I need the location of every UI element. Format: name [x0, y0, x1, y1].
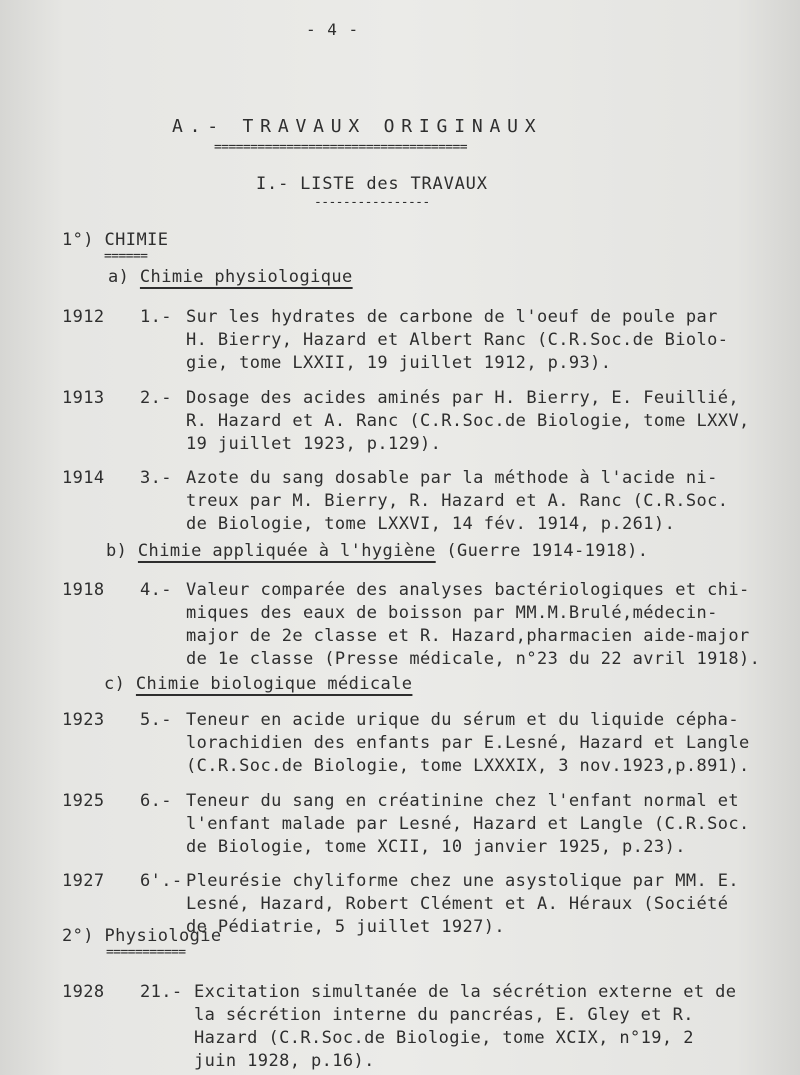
- entry-line: de 1e classe (Presse médicale, n°23 du 22 avril 1918).: [186, 649, 761, 669]
- entry-line: de Pédiatrie, 5 juillet 1927).: [186, 917, 506, 937]
- subsection-b-marker: b): [106, 541, 128, 561]
- entry-year: 1925: [62, 791, 105, 811]
- subsection-c: [104, 672, 412, 697]
- entry-line: l'enfant malade par Lesné, Hazard et Langle (C.R.Soc.: [186, 814, 750, 834]
- entry-line: R. Hazard et A. Ranc (C.R.Soc.de Biologie, tome LXXV,: [186, 411, 750, 431]
- entry-number: 21.-: [140, 982, 183, 1002]
- entry-line: Dosage des acides aminés par H. Bierry, E. Feuillié,: [186, 388, 740, 408]
- entry-line: (C.R.Soc.de Biologie, tome LXXXIX, 3 nov.1923,p.891).: [186, 756, 750, 776]
- entry-number: 6.-: [140, 791, 172, 811]
- entry-line: Hazard (C.R.Soc.de Biologie, tome XCIX, n°19, 2: [194, 1028, 694, 1048]
- entry-line: juin 1928, p.16).: [194, 1051, 375, 1071]
- entry-year: 1912: [62, 307, 105, 327]
- entry-year: 1928: [62, 982, 105, 1002]
- section-physiologie-rule: ===========: [106, 946, 186, 960]
- entry-line: Azote du sang dosable par la méthode à l'acide ni-: [186, 468, 718, 488]
- entry-line: Teneur en acide urique du sérum et du liquide cépha-: [186, 710, 740, 730]
- section-chimie-rule: ======: [104, 250, 148, 264]
- entry-line: miques des eaux de boisson par MM.M.Brulé,médecin-: [186, 603, 718, 623]
- entry-line: Pleurésie chyliforme chez une asystolique par MM. E.: [186, 871, 740, 891]
- sub-heading: I.- LISTE des TRAVAUX: [256, 174, 488, 194]
- entry-year: 1923: [62, 710, 105, 730]
- entry-line: H. Bierry, Hazard et Albert Ranc (C.R.Soc.de Biolo-: [186, 330, 729, 350]
- main-heading-rule: ===================================: [214, 141, 467, 155]
- entry-year: 1913: [62, 388, 105, 408]
- entry-line: 19 juillet 1923, p.129).: [186, 434, 442, 454]
- entry-line: treux par M. Bierry, R. Hazard et A. Ranc (C.R.Soc.: [186, 491, 729, 511]
- entry-line: gie, tome LXXII, 19 juillet 1912, p.93).: [186, 353, 612, 373]
- entry-line: Sur les hydrates de carbone de l'oeuf de poule par: [186, 307, 718, 327]
- entry-number: 1.-: [140, 307, 172, 327]
- main-heading: A.- TRAVAUX ORIGINAUX: [172, 116, 543, 137]
- subsection-a-marker: a): [108, 267, 130, 287]
- entry-line: de Biologie, tome XCII, 10 janvier 1925, p.23).: [186, 837, 686, 857]
- sub-heading-rule: ----------------: [314, 196, 430, 210]
- page-number: - 4 -: [306, 20, 360, 39]
- entry-year: 1914: [62, 468, 105, 488]
- section-physiologie-label: 2°) Physiologie: [62, 926, 222, 946]
- entry-line: Lesné, Hazard, Robert Clément et A. Héraux (Société: [186, 894, 729, 914]
- subsection-b: [106, 539, 648, 564]
- entry-year: 1927: [62, 871, 105, 891]
- subsection-a-title: Chimie physiologique: [139, 267, 353, 287]
- entry-number: 4.-: [140, 580, 172, 600]
- subsection-b-title: Chimie appliquée à l'hygiène: [137, 541, 436, 561]
- section-chimie-label: 1°) CHIMIE: [62, 230, 169, 250]
- subsection-a: [108, 265, 353, 290]
- entry-number: 2.-: [140, 388, 172, 408]
- subsection-c-title: Chimie biologique médicale: [135, 674, 413, 694]
- entry-line: la sécrétion interne du pancréas, E. Gley et R.: [194, 1005, 694, 1025]
- entry-line: lorachidien des enfants par E.Lesné, Hazard et Langle: [186, 733, 750, 753]
- entry-number: 6'.-: [140, 871, 183, 891]
- entry-line: Teneur du sang en créatinine chez l'enfant normal et: [186, 791, 740, 811]
- entry-line: de Biologie, tome LXXVI, 14 fév. 1914, p.261).: [186, 514, 676, 534]
- entry-number: 3.-: [140, 468, 172, 488]
- subsection-c-marker: c): [104, 674, 126, 694]
- entry-line: Excitation simultanée de la sécrétion externe et de: [194, 982, 737, 1002]
- entry-line: major de 2e classe et R. Hazard,pharmacien aide-major: [186, 626, 750, 646]
- subsection-b-suffix: (Guerre 1914-1918).: [435, 541, 649, 561]
- entry-line: Valeur comparée des analyses bactériologiques et chi-: [186, 580, 750, 600]
- entry-number: 5.-: [140, 710, 172, 730]
- entry-year: 1918: [62, 580, 105, 600]
